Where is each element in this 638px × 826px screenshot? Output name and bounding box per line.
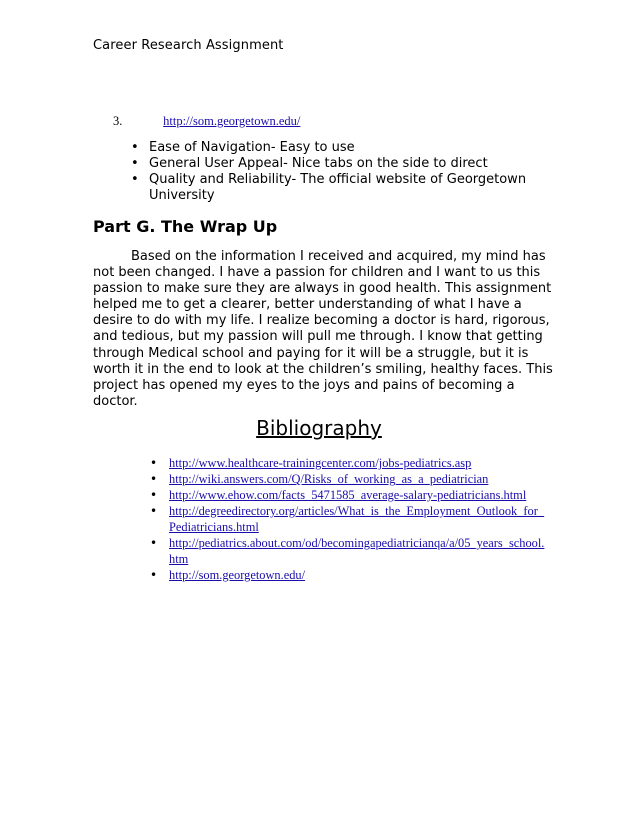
bullet-icon: • <box>150 504 158 518</box>
item-number: 3. <box>113 114 123 128</box>
bullet-icon: • <box>150 536 158 550</box>
bullet-icon: • <box>150 456 158 470</box>
bibliography-link[interactable]: http://www.ehow.com/facts_5471585_average-salary-pediatricians.html <box>169 488 527 502</box>
section-heading: Part G. The Wrap Up <box>93 217 278 236</box>
bibliography-list <box>150 455 545 583</box>
bibliography-title: Bibliography <box>256 416 382 440</box>
bibliography-item <box>150 487 545 503</box>
bibliography-item <box>150 567 545 583</box>
wrap-up-paragraph: Based on the information I received and acquired, my mind has not been changed. I have a passion for children and I want to us this passion to make sure they are always in good health. This assignment helped me to get a clearer, better understanding of what I have a desire to do with my life. I realize becoming a doctor is hard, rigorous, and tedious, but my passion will pull me through. I know that getting through Medical school and paying for it will be a struggle, but it is worth it in the end to look at the children’s smiling, healthy faces. This project has opened my eyes to the joys and pains of becoming a doctor. <box>93 249 553 409</box>
evaluation-item: • General User Appeal- Nice tabs on the side to direct <box>131 156 551 172</box>
bullet-icon: • <box>150 472 158 486</box>
bibliography-item <box>150 471 545 487</box>
bibliography-item <box>150 455 545 471</box>
evaluation-list <box>131 140 551 204</box>
numbered-item <box>113 114 300 129</box>
bibliography-link[interactable]: http://wiki.answers.com/Q/Risks_of_working_as_a_pediatrician <box>169 472 489 486</box>
evaluation-item: • Ease of Navigation- Easy to use <box>131 140 551 156</box>
bullet-icon: • <box>150 568 158 582</box>
evaluation-item: • Quality and Reliability- The official website of Georgetown University <box>131 172 551 204</box>
running-header: Career Research Assignment <box>93 38 284 53</box>
bibliography-item <box>150 503 545 535</box>
bibliography-link[interactable]: http://www.healthcare-trainingcenter.com/jobs-pediatrics.asp <box>169 456 472 470</box>
item-link[interactable]: http://som.georgetown.edu/ <box>163 114 301 128</box>
bibliography-item <box>150 535 545 567</box>
bibliography-link[interactable]: http://som.georgetown.edu/ <box>169 568 306 582</box>
bibliography-link[interactable]: http://pediatrics.about.com/od/becomingapediatricianqa/a/05_years_school.htm <box>169 536 545 566</box>
bullet-icon: • <box>150 488 158 502</box>
bibliography-link[interactable]: http://degreedirectory.org/articles/What_is_the_Employment_Outlook_for_Pediatricians.html <box>169 504 545 534</box>
